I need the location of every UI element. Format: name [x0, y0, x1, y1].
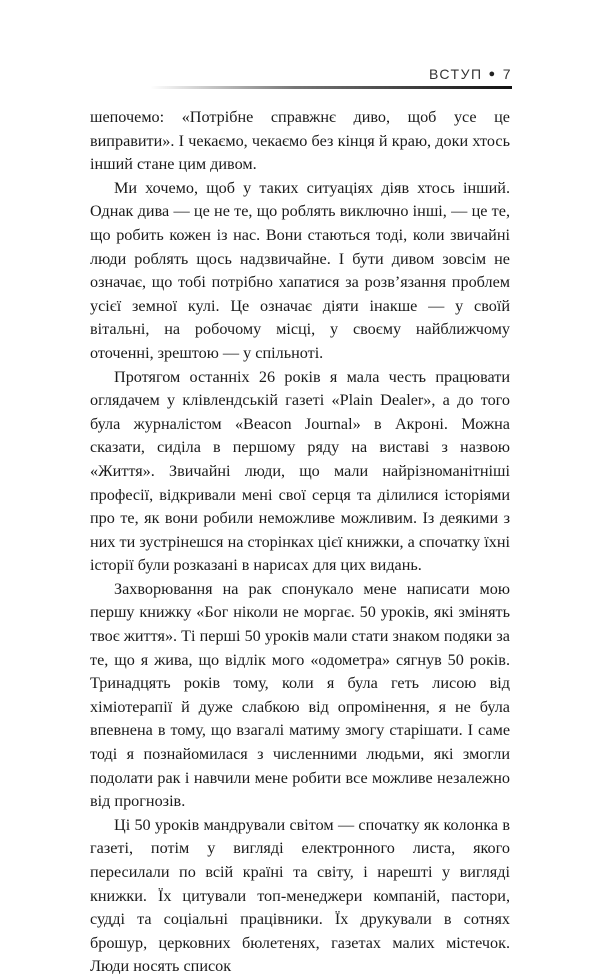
body-text [90, 106, 510, 979]
paragraph: шепочемо: «Потрібне справжнє диво, щоб усе це виправити». І чекаємо, чекаємо без кінця й краю, доки хтось інший стане цим дивом. [90, 108, 510, 174]
paragraph: Протягом останніх 26 років я мала честь працювати оглядачем у клівлендській газеті «Plain Dealer», а до того була журналістом «Beacon Journal» в Акроні. Можна сказати, сиділа в першому ряду на виставі з назвою «Життя». Звичайні люди, що мали найрізноманітніші професії, відкривали мені свої серця та ділилися історіями про те, як вони робили неможливе можливим. Із деякими з них ти зустрінешся на сторінках цієї книжки, а спочатку їхні історії були розказані в нарисах для цих видань. [90, 367, 510, 575]
header-rule [150, 86, 512, 89]
bullet-icon: ● [488, 68, 497, 80]
section-title: ВСТУП [429, 66, 483, 82]
paragraph: Ці 50 уроків мандрували світом — спочатку як колонка в газеті, потім у вигляді електронного листа, якого пересилали по всій країні та світу, і нарешті у вигляді книжки. Їх цитували топ-менеджери компаній, пастори, судді та соціальні працівники. Їх друкували в сотнях брошур, церковних бюлетенях, газетах малих містечок. Люди носять список [90, 815, 510, 976]
paragraph: Захворювання на рак спонукало мене написати мою першу книжку «Бог ніколи не моргає. 50 уроків, які змінять твоє життя». Ті перші 50 уроків мали стати знаком подяки за те, що я жива, що відлік мого «одометра» сягнув 50 років. Тринадцять років тому, коли я була геть лисою від хіміотерапії й дуже слабкою від опромінення, я не була впевнена в тому, що взагалі матиму змогу старішати. І саме тоді я познайомилася з численними людьми, які змогли подолати рак і навчили мене робити все можливе незалежно від прогнозів. [90, 579, 510, 811]
paragraph: Ми хочемо, щоб у таких ситуаціях діяв хтось інший. Однак дива — це не те, що роблять виключно інші, — це те, що робить кожен із нас. Вони стаються тоді, коли звичайні люди роблять щось надзвичайне. І бути дивом зовсім не означає, що тобі потрібно хапатися за розв’язання проблем усієї земної кулі. Це означає діяти інакше — у своїй вітальні, на робочому місці, у своєму найближчому оточенні, зрештою — у спільноті. [90, 178, 510, 362]
page-number: 7 [502, 66, 512, 82]
running-head [429, 66, 512, 82]
